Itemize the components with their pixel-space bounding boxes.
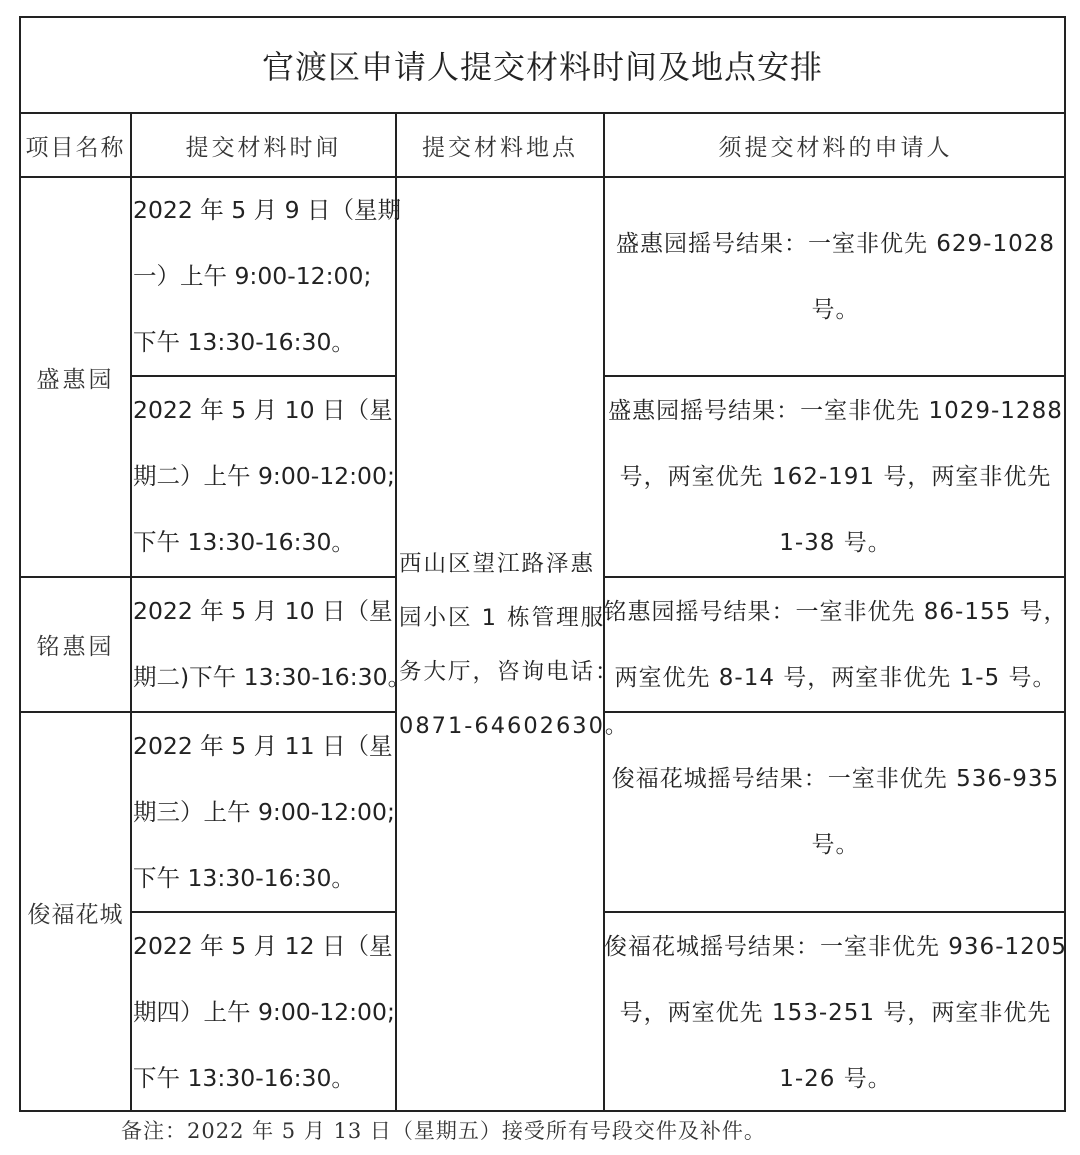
- applicant-line: 1-26 号。: [779, 1065, 892, 1092]
- time-line: 2022 年 5 月 11 日（星: [133, 732, 393, 760]
- applicants: [605, 178, 1066, 375]
- session-time: [132, 713, 395, 911]
- location-line: 0871-64602630。: [399, 713, 630, 739]
- project-name: 盛惠园: [36, 366, 115, 393]
- footnote: 备注：2022 年 5 月 13 日（星期五）接受所有号段交件及补件。: [121, 1119, 766, 1143]
- time-line: 期四）上午 9:00-12:00;: [133, 998, 395, 1026]
- applicant-line: 1-38 号。: [779, 529, 892, 556]
- session-time: [132, 578, 412, 711]
- page-title: 官渡区申请人提交材料时间及地点安排: [261, 48, 823, 86]
- session-time: [132, 913, 395, 1112]
- header-submit-time: 提交材料时间: [185, 134, 342, 161]
- time-line: 下午 13:30-16:30。: [133, 864, 355, 892]
- header-applicants: 须提交材料的申请人: [718, 134, 953, 161]
- time-line: 期二)下午 13:30-16:30。: [133, 663, 412, 691]
- applicants: [605, 377, 1066, 576]
- applicant-line: 俊福花城摇号结果：一室非优先 536-935: [611, 766, 1060, 792]
- time-line: 2022 年 5 月 10 日（星: [133, 396, 393, 424]
- applicant-line: 号。: [811, 832, 860, 858]
- time-line: 下午 13:30-16:30。: [133, 1064, 355, 1092]
- location-line: 园小区 1 栋管理服: [399, 605, 606, 631]
- location-line: 务大厅，咨询电话：: [399, 659, 620, 685]
- time-line: 期二）上午 9:00-12:00;: [133, 462, 395, 490]
- time-line: 下午 13:30-16:30。: [133, 328, 355, 356]
- header-submit-location: 提交材料地点: [422, 134, 578, 161]
- applicants: [605, 913, 1066, 1112]
- time-line: 期三）上午 9:00-12:00;: [133, 798, 395, 826]
- time-line: 2022 年 5 月 10 日（星: [133, 597, 393, 625]
- applicants: [605, 713, 1066, 911]
- applicant-line: 号，两室优先 162-191 号，两室非优先: [619, 463, 1052, 490]
- project-name: 俊福花城: [27, 902, 124, 928]
- time-line: 下午 13:30-16:30。: [133, 528, 355, 556]
- applicant-line: 盛惠园摇号结果：一室非优先 629-1028: [615, 230, 1056, 257]
- applicants: [605, 578, 1066, 711]
- applicant-line: 铭惠园摇号结果：一室非优先 86-155 号，: [603, 598, 1068, 625]
- applicant-line: 俊福花城摇号结果：一室非优先 936-1205: [603, 933, 1068, 960]
- time-line: 2022 年 5 月 9 日（星期: [133, 196, 402, 224]
- applicant-line: 盛惠园摇号结果：一室非优先 1029-1288: [608, 397, 1063, 424]
- time-line: 2022 年 5 月 12 日（星: [133, 932, 393, 960]
- session-time: [132, 377, 395, 576]
- applicant-line: 两室优先 8-14 号，两室非优先 1-5 号。: [614, 664, 1057, 691]
- time-line: 一）上午 9:00-12:00;: [133, 262, 372, 290]
- header-project-name: 项目名称: [25, 134, 126, 161]
- project-name: 铭惠园: [36, 634, 115, 660]
- location-line: 西山区望江路泽惠: [399, 551, 596, 577]
- applicant-line: 号，两室优先 153-251 号，两室非优先: [619, 999, 1052, 1026]
- session-time: [132, 177, 402, 375]
- submit-location: [397, 178, 630, 1112]
- applicant-line: 号。: [811, 296, 860, 323]
